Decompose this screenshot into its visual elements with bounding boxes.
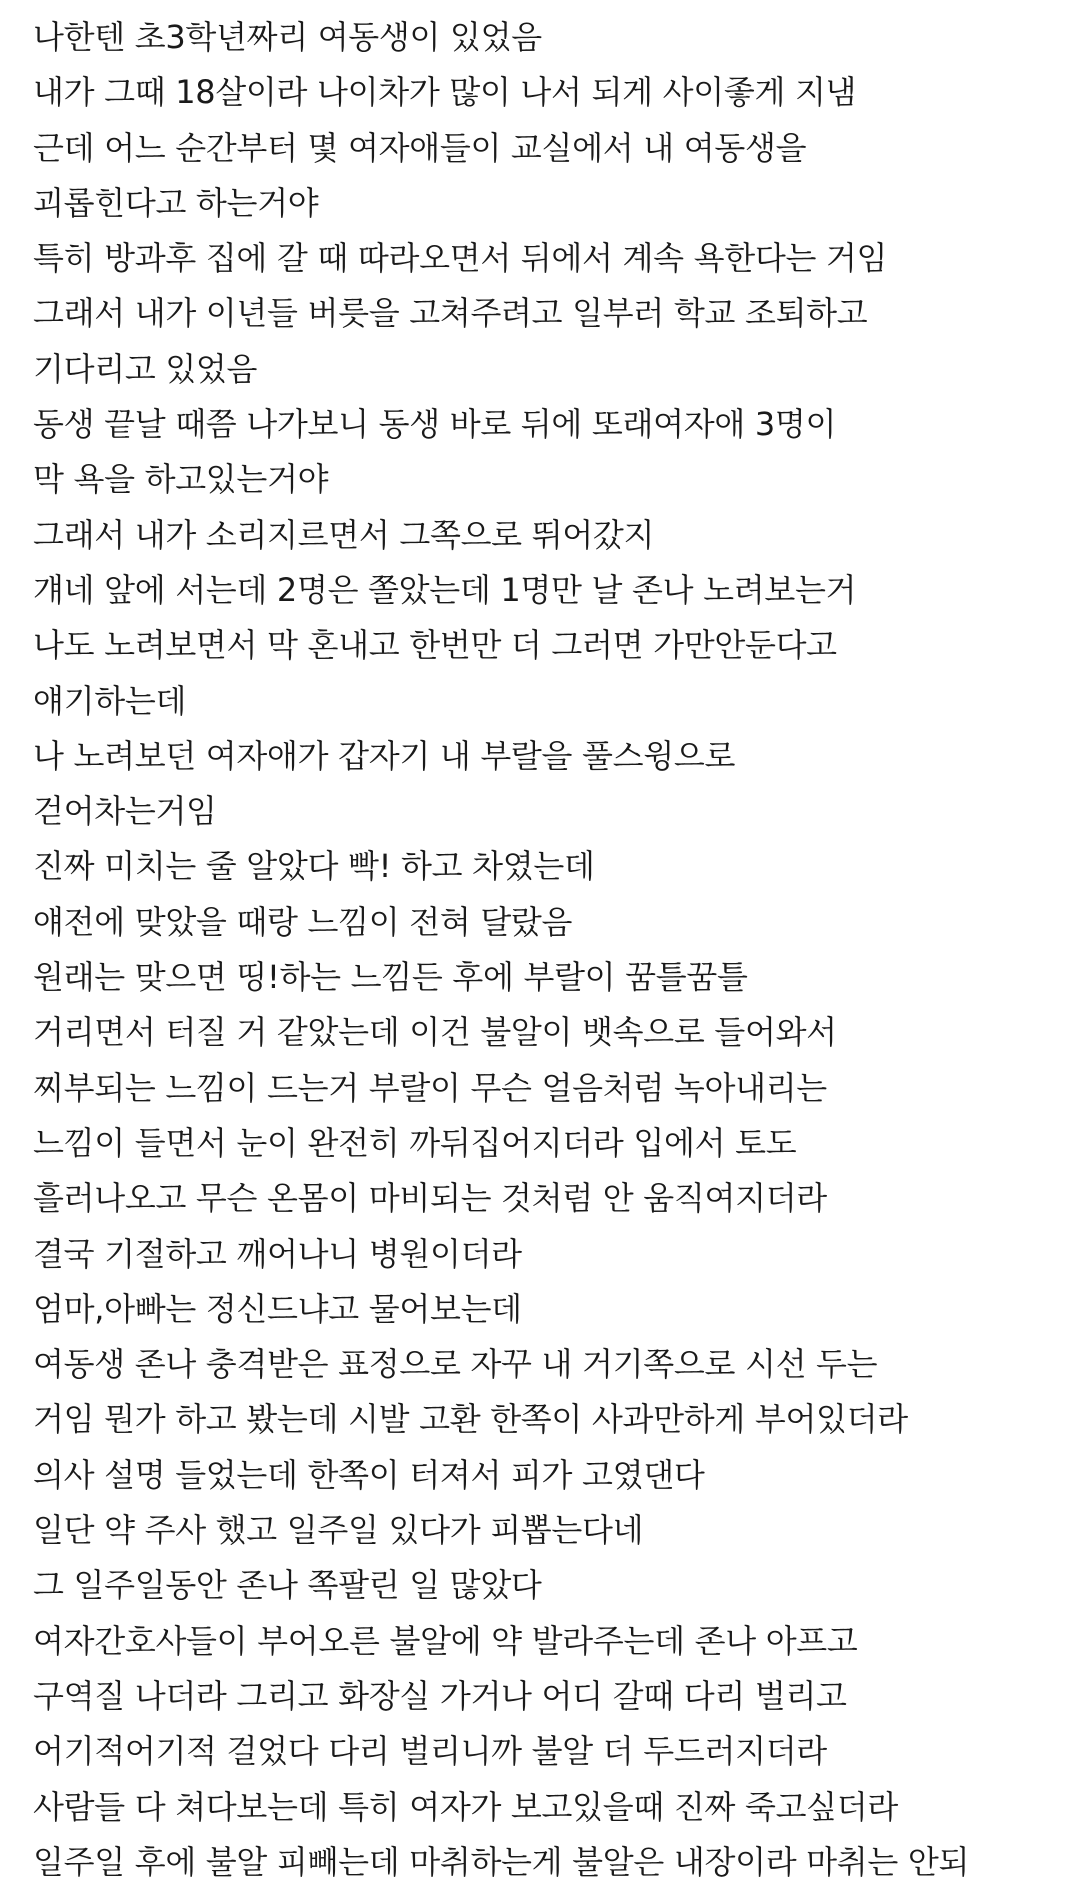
- text-line: 얘전에 맞았을 때랑 느낌이 전혀 달랐음: [33, 902, 573, 941]
- text-line: 그 일주일동안 존나 쪽팔린 일 많았다: [33, 1566, 542, 1605]
- text-line: 구역질 나더라 그리고 화장실 가거나 어디 갈때 다리 벌리고: [33, 1676, 847, 1715]
- text-line: 그래서 내가 이년들 버릇을 고쳐주려고 일부러 학교 조퇴하고: [33, 294, 868, 333]
- text-line: 여동생 존나 충격받은 표정으로 자꾸 내 거기쪽으로 시선 두는: [33, 1345, 878, 1384]
- text-line: 동생 끝날 때쯤 나가보니 동생 바로 뒤에 또래여자애 3명이: [33, 405, 837, 444]
- text-line: 흘러나오고 무슨 온몸이 마비되는 것처럼 안 움직여지더라: [33, 1179, 827, 1218]
- text-line: 일단 약 주사 했고 일주일 있다가 피뽑는다네: [33, 1511, 644, 1550]
- text-line: 나도 노려보면서 막 혼내고 한번만 더 그러면 가만안둔다고: [33, 626, 837, 665]
- text-line: 얘기하는데: [33, 681, 187, 720]
- text-line: 나 노려보던 여자애가 갑자기 내 부랄을 풀스윙으로: [33, 736, 736, 775]
- text-line: 사람들 다 쳐다보는데 특히 여자가 보고있을때 진짜 죽고싶더라: [33, 1787, 899, 1826]
- post-body: [33, 10, 1073, 1890]
- text-line: 막 욕을 하고있는거야: [33, 460, 329, 499]
- text-line: 특히 방과후 집에 갈 때 따라오면서 뒤에서 계속 욕한다는 거임: [33, 239, 888, 278]
- text-line: 기다리고 있었음: [33, 349, 258, 388]
- text-line: 그래서 내가 소리지르면서 그쪽으로 뛰어갔지: [33, 515, 655, 554]
- text-line: 의사 설명 들었는데 한쪽이 터져서 피가 고였댄다: [33, 1455, 705, 1494]
- text-line: 거리면서 터질 거 같았는데 이건 불알이 뱃속으로 들어와서: [33, 1013, 837, 1052]
- text-line: 여자간호사들이 부어오른 불알에 약 발라주는데 존나 아프고: [33, 1621, 858, 1660]
- text-line: 걔네 앞에 서는데 2명은 쫄았는데 1명만 날 존나 노려보는거: [33, 570, 857, 609]
- text-line: 걷어차는거임: [33, 792, 217, 831]
- text-line: 나한텐 초3학년짜리 여동생이 있었음: [33, 18, 542, 56]
- text-line: 찌부되는 느낌이 드는거 부랄이 무슨 얼음처럼 녹아내리는: [33, 1068, 827, 1107]
- text-line: 엄마,아빠는 정신드냐고 물어보는데: [33, 1289, 522, 1328]
- text-line: 일주일 후에 불알 피빼는데 마취하는게 불알은 내장이라 마취는 안되: [33, 1842, 970, 1881]
- text-line: 거임 뭔가 하고 봤는데 시발 고환 한쪽이 사과만하게 부어있더라: [33, 1400, 908, 1439]
- text-line: 내가 그때 18살이라 나이차가 많이 나서 되게 사이좋게 지냄: [33, 73, 857, 112]
- text-line: 진짜 미치는 줄 알았다 빡! 하고 차였는데: [33, 847, 595, 886]
- text-line: 결국 기절하고 깨어나니 병원이더라: [33, 1234, 522, 1273]
- text-line: 원래는 맞으면 띵!하는 느낌든 후에 부랄이 꿈틀꿈틀: [33, 958, 748, 997]
- text-line: 어기적어기적 걸었다 다리 벌리니까 불알 더 두드러지더라: [33, 1732, 827, 1771]
- text-line: 괴롭힌다고 하는거야: [33, 183, 319, 222]
- text-line: 느낌이 들면서 눈이 완전히 까뒤집어지더라 입에서 토도: [33, 1123, 797, 1162]
- text-line: 근데 어느 순간부터 몇 여자애들이 교실에서 내 여동생을: [33, 128, 807, 167]
